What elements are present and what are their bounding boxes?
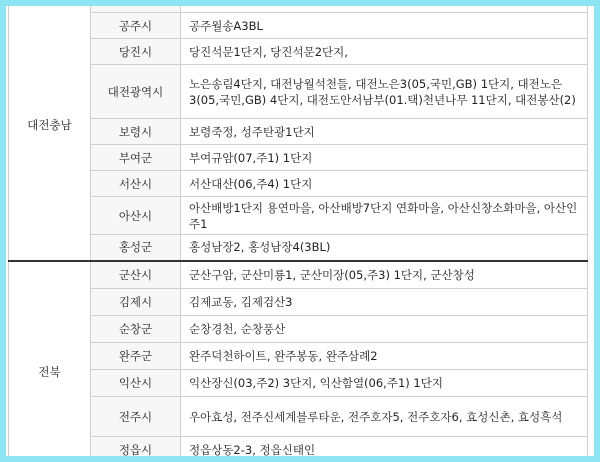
complex-list-cell: 서산대산(06,주4) 1단지 — [181, 171, 588, 197]
document-viewport — [6, 6, 594, 456]
complex-list-cell: 보령죽정, 성주탄광1단지 — [181, 119, 588, 145]
table-row — [9, 39, 588, 65]
table-row — [9, 316, 588, 343]
complex-list-cell: 순창경천, 순창풍산 — [181, 316, 588, 343]
table-row — [9, 197, 588, 235]
table-row — [9, 13, 588, 39]
table-row — [9, 119, 588, 145]
complex-list-cell: 김제교동, 김제검산3 — [181, 289, 588, 316]
complex-list-cell: 아산배방1단지 용연마을, 아산배방7단지 연화마을, 아산신창소화마을, 아산인주1 — [181, 197, 588, 235]
complex-list-cell: 홍성남장2, 홍성남장4(3BL) — [181, 235, 588, 261]
table-row — [9, 437, 588, 457]
city-cell: 홍성군 — [91, 235, 181, 261]
table-row — [9, 289, 588, 316]
region-cell: 전북 — [9, 261, 91, 457]
city-cell: 부여군 — [91, 145, 181, 171]
complex-list-cell: 당진석문1단지, 당진석문2단지, — [181, 39, 588, 65]
city-cell: 순창군 — [91, 316, 181, 343]
complex-list-cell: 공주월송A3BL — [181, 13, 588, 39]
complex-list-cell: 노은송림4단지, 대전낭월석천들, 대전노은3(05,국민,GB) 1단지, 대전노은3(05,국민,GB) 4단지, 대전도안서남부(01.택)천년나무 11단지, 대전봉산(2) — [181, 65, 588, 119]
city-cell: 공주시 — [91, 13, 181, 39]
city-cell: 보령시 — [91, 119, 181, 145]
city-cell: 완주군 — [91, 343, 181, 370]
complex-list-cell: 익산장신(03,주2) 3단지, 익산함열(06,주1) 1단지 — [181, 370, 588, 397]
city-cell: 아산시 — [91, 197, 181, 235]
table-row — [9, 370, 588, 397]
complex-list-cell: 부여규암(07,주1) 1단지 — [181, 145, 588, 171]
city-cell: 대전광역시 — [91, 65, 181, 119]
rental-complex-table — [8, 6, 588, 456]
complex-list-cell: 우아효성, 전주신세계블루타운, 전주호자5, 전주호자6, 효성신촌, 효성흑석 — [181, 397, 588, 437]
table-row — [9, 235, 588, 261]
city-cell: 군산시 — [91, 261, 181, 289]
region-cell: 대전충남 — [9, 6, 91, 261]
table-row — [9, 397, 588, 437]
table-row — [9, 65, 588, 119]
city-cell: 당진시 — [91, 39, 181, 65]
city-cell: 전주시 — [91, 397, 181, 437]
city-cell: 서산시 — [91, 171, 181, 197]
city-cell: 정읍시 — [91, 437, 181, 457]
table-row — [9, 261, 588, 289]
table-row — [9, 171, 588, 197]
complex-list-cell: 정읍상동2-3, 정읍신태인 — [181, 437, 588, 457]
table-row — [9, 343, 588, 370]
complex-list-cell: 완주덕천하이트, 완주봉동, 완주삼례2 — [181, 343, 588, 370]
table-row — [9, 145, 588, 171]
complex-list-cell: 군산구암, 군산미룡1, 군산미장(05,주3) 1단지, 군산창성 — [181, 261, 588, 289]
city-cell: 김제시 — [91, 289, 181, 316]
city-cell: 익산시 — [91, 370, 181, 397]
